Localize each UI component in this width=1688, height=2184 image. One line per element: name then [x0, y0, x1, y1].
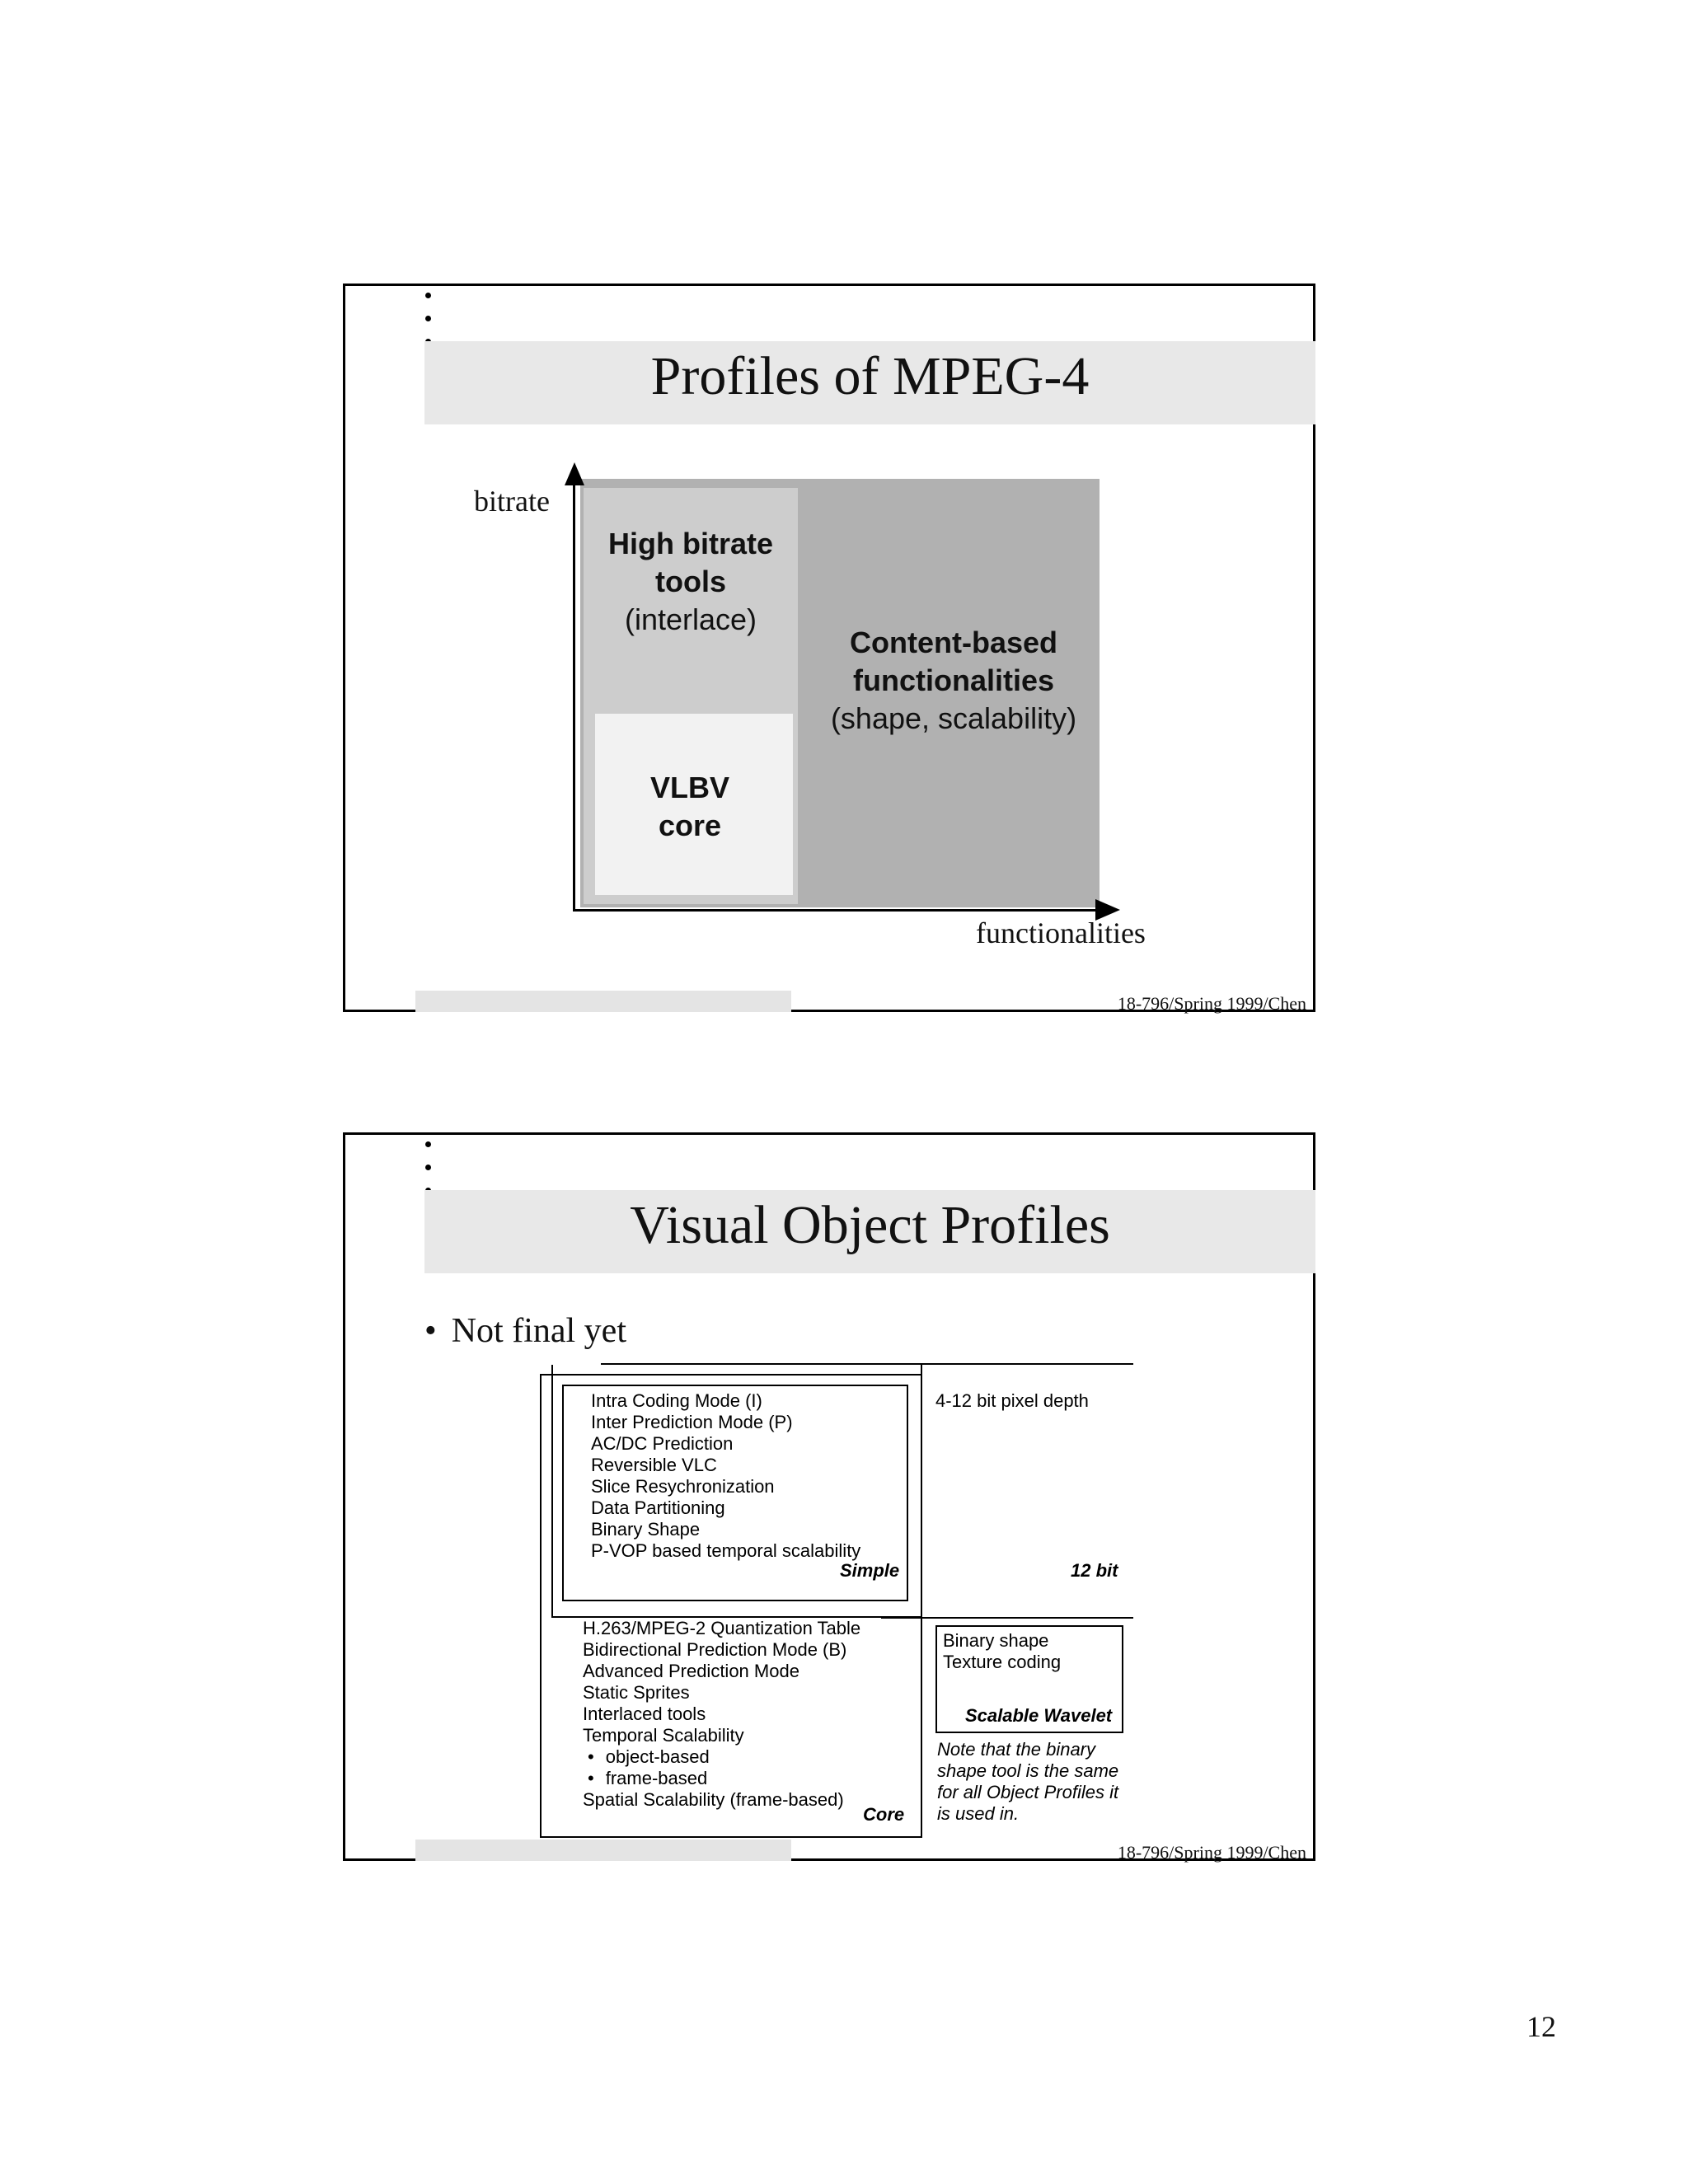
- bullet-marker: •: [424, 1312, 437, 1350]
- binary-shape-note: [937, 1739, 1118, 1825]
- vlbv-line1: VLBV: [649, 771, 729, 804]
- simple-label: Simple: [840, 1560, 900, 1581]
- simple-item: P-VOP based temporal scalability: [591, 1540, 861, 1561]
- y-axis: [573, 484, 575, 911]
- x-axis: [573, 909, 1097, 912]
- simple-tools-list: [591, 1390, 860, 1562]
- pixel-depth-text: 4-12 bit pixel depth: [935, 1390, 1089, 1411]
- simple-item: Binary Shape: [591, 1519, 701, 1540]
- page-number: 12: [1526, 2010, 1556, 2043]
- y-axis-label: bitrate: [474, 485, 550, 518]
- core-item: H.263/MPEG-2 Quantization Table: [583, 1618, 861, 1638]
- core-tools-list: [583, 1618, 860, 1811]
- core-subitem: [583, 1746, 860, 1768]
- core-subitem-text: frame-based: [605, 1768, 708, 1788]
- wavelet-item: Binary shape: [943, 1630, 1049, 1651]
- x-axis-label: functionalities: [976, 916, 1146, 949]
- twelve-bit-label: 12 bit: [1071, 1560, 1118, 1581]
- simple-item: Slice Resychronization: [591, 1476, 775, 1497]
- wavelet-item: Texture coding: [943, 1652, 1062, 1672]
- simple-item: Inter Prediction Mode (P): [591, 1412, 793, 1432]
- simple-item: Reversible VLC: [591, 1455, 717, 1475]
- slide-title: Visual Object Profiles: [630, 1195, 1110, 1255]
- simple-item: Data Partitioning: [591, 1497, 725, 1518]
- note-line: for all Object Profiles it: [937, 1782, 1119, 1802]
- slide-footer: 18-796/Spring 1999/Chen: [1117, 993, 1306, 1014]
- core-item: Temporal Scalability: [583, 1725, 744, 1746]
- core-item: Static Sprites: [583, 1682, 690, 1703]
- content-based-line3: (shape, scalability): [830, 701, 1077, 735]
- core-subitem: [583, 1768, 860, 1789]
- slide-visual-object-profiles: [343, 1132, 1315, 1861]
- footer-bar: [415, 991, 791, 1012]
- wavelet-tools-list: [943, 1630, 1061, 1673]
- high-bitrate-line3: (interlace): [624, 602, 757, 636]
- note-line: is used in.: [937, 1803, 1020, 1824]
- bullet-text: Not final yet: [451, 1312, 626, 1350]
- core-item: Advanced Prediction Mode: [583, 1661, 799, 1681]
- content-based-label: [814, 624, 1094, 738]
- vlbv-line2: core: [658, 808, 722, 842]
- bullet-item: [424, 1311, 626, 1351]
- content-based-line2: functionalities: [852, 663, 1055, 697]
- slide-title: Profiles of MPEG-4: [650, 346, 1090, 406]
- core-item: Interlaced tools: [583, 1704, 706, 1724]
- slide-profiles-of-mpeg4: [343, 284, 1315, 1012]
- note-line: Note that the binary: [937, 1739, 1096, 1760]
- note-line: shape tool is the same: [937, 1760, 1119, 1781]
- core-item: Spatial Scalability (frame-based): [583, 1789, 844, 1810]
- sub-bullet: •: [588, 1768, 594, 1788]
- core-subitem-text: object-based: [605, 1746, 710, 1767]
- core-label: Core: [863, 1804, 905, 1825]
- y-axis-arrowhead: [565, 462, 584, 485]
- high-bitrate-line2: tools: [655, 565, 726, 598]
- core-item: Bidirectional Prediction Mode (B): [583, 1639, 847, 1660]
- vlbv-core-label: [595, 769, 785, 845]
- scalable-wavelet-label: Scalable Wavelet: [965, 1705, 1113, 1726]
- content-based-line1: Content-based: [850, 626, 1057, 659]
- sub-bullet: •: [588, 1746, 594, 1767]
- simple-item: Intra Coding Mode (I): [591, 1390, 762, 1411]
- simple-item: AC/DC Prediction: [591, 1433, 734, 1454]
- high-bitrate-line1: High bitrate: [607, 527, 773, 560]
- footer-bar: [415, 1840, 791, 1861]
- slide-footer: 18-796/Spring 1999/Chen: [1117, 1842, 1306, 1863]
- high-bitrate-label: [584, 525, 798, 639]
